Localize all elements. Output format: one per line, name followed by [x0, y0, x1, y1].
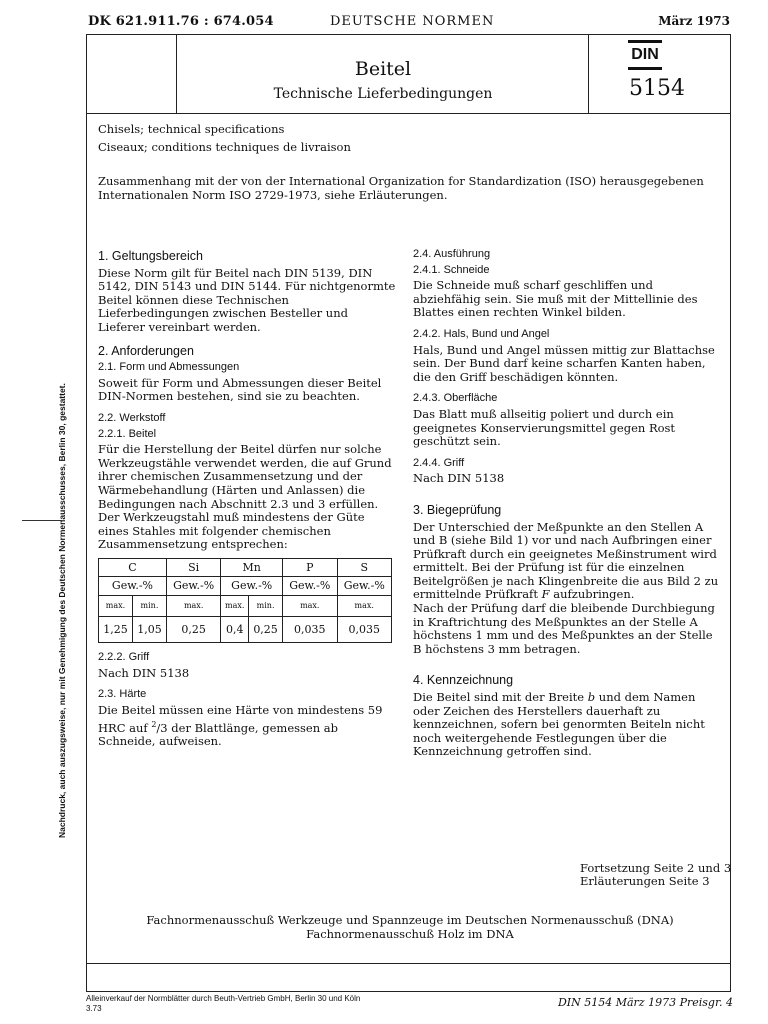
section-2-2-heading: 2.2. Werkstoff — [98, 411, 166, 424]
din-number: 5154 — [629, 76, 685, 101]
issue-date: März 1973 — [658, 14, 730, 28]
title-english: Chisels; technical specifications — [98, 122, 285, 136]
section-2 — [98, 345, 398, 749]
section-2-2-1-heading: 2.2.1. Beitel — [98, 427, 157, 440]
table-cell-si-max: 0,25 — [166, 616, 220, 643]
title-box-right-divider — [588, 34, 589, 113]
section-2-4-2-heading: 2.4.2. Hals, Bund und Angel — [413, 327, 550, 340]
document-subtitle: Technische Lieferbedingungen — [273, 86, 493, 102]
section-2-4-1-text: Die Schneide muß scharf geschliffen und abziehfähig sein. Sie muß mit der Mittellinie des Blattes einen rechten Winkel bilden. — [413, 278, 698, 320]
table-unit: Gew.-% — [99, 577, 167, 596]
section-4-heading: 4. Kennzeichnung — [413, 673, 514, 688]
dk-classification: DK 621.911.76 : 674.054 — [88, 14, 274, 29]
din-logo: DIN — [628, 40, 662, 70]
table-min-label: min. — [249, 596, 283, 617]
title-box-left-divider — [176, 34, 177, 113]
footer-divider — [86, 963, 731, 964]
section-1 — [98, 250, 398, 335]
table-header-p: P — [283, 558, 337, 577]
table-cell-p-max: 0,035 — [283, 616, 337, 643]
margin-mark — [22, 520, 62, 521]
distribution-line-1: Alleinverkauf der Normblätter durch Beuth-Vertrieb GmbH, Berlin 30 und Köln — [86, 994, 361, 1003]
section-3-heading: 3. Biegeprüfung — [413, 502, 502, 517]
section-2-2-1-text-2: Der Werkzeugstahl muß mindestens der Güte eines Stahles mit folgender chemischen Zusammensetzung entsprechen: — [98, 510, 365, 552]
table-cell-c-min: 1,05 — [132, 616, 166, 643]
section-2-4-4-heading: 2.4.4. Griff — [413, 456, 465, 469]
width-symbol: b — [587, 690, 596, 705]
section-2-4-4-text: Nach DIN 5138 — [413, 471, 505, 486]
publisher-heading: DEUTSCHE NORMEN — [330, 14, 495, 29]
section-2-1-text: Soweit für Form und Abmessungen dieser Beitel DIN-Normen bestehen, sind sie zu beachten. — [98, 375, 382, 404]
title-french: Ciseaux; conditions techniques de livraison — [98, 140, 351, 154]
table-header-c: C — [99, 558, 167, 577]
right-column — [413, 248, 723, 769]
section-3-text: Der Unterschied der Meßpunkte an den Stellen A und B (siehe Bild 1) vor und nach Aufbringen einer Prüfkraft durch ein geeignetes Meßinstrument wird ermittelt. Bei der Prüfung ist für die einzelnen Beitelgrößen je nach Klingenbreite die aus Bild 2 zu ermittelnde Prüfkraft F aufzubringen. — [413, 519, 719, 602]
table-cell-c-max: 1,25 — [99, 616, 133, 643]
table-unit: Gew.-% — [337, 577, 392, 596]
table-max-label: max. — [166, 596, 220, 617]
table-max-label: max. — [221, 596, 249, 617]
table-cell-mn-min: 0,25 — [249, 616, 283, 643]
section-2-4 — [413, 248, 723, 486]
section-2-2-2-text: Nach DIN 5138 — [98, 665, 190, 680]
distribution-note — [86, 994, 360, 1014]
table-cell-s-max: 0,035 — [337, 616, 392, 643]
continuation-line-1: Fortsetzung Seite 2 und 3 — [580, 861, 732, 875]
table-min-label: min. — [132, 596, 166, 617]
chemical-composition-table — [98, 558, 392, 643]
section-2-4-1-heading: 2.4.1. Schneide — [413, 263, 490, 276]
section-1-heading: 1. Geltungsbereich — [98, 249, 203, 263]
table-header-si: Si — [166, 558, 220, 577]
section-2-3-text: Die Beitel müssen eine Härte von mindestens 59 HRC auf $^2$/3 der Blattlänge, gemessen ab Schneide, aufweisen. — [98, 703, 383, 749]
continuation-line-2: Erläuterungen Seite 3 — [580, 874, 710, 888]
continuation-note — [580, 862, 731, 888]
title-box-divider — [86, 113, 731, 114]
force-symbol: F — [541, 587, 550, 602]
table-max-label: max. — [337, 596, 392, 617]
table-header-s: S — [337, 558, 392, 577]
section-4 — [413, 674, 723, 759]
section-2-3-heading: 2.3. Härte — [98, 688, 147, 701]
section-2-2-1-text: Für die Herstellung der Beitel dürfen nur solche Werkzeugstähle verwendet werden, die auf Grund ihrer chemischen Zusammensetzung und der Wärmebehandlung (Härten und Anlassen) die Bedingungen nach Abschnitt 2.3 und 3 erfüllen. — [98, 442, 392, 511]
left-column — [98, 250, 398, 759]
section-1-text: Diese Norm gilt für Beitel nach DIN 5139, DIN 5142, DIN 5143 und DIN 5144. Für nichtgenormte Beitel können diese Technischen Lieferbedingungen zwischen Besteller und Lieferer vereinbart werden. — [98, 265, 396, 334]
table-unit: Gew.-% — [221, 577, 283, 596]
section-2-4-heading: 2.4. Ausführung — [413, 248, 491, 260]
committee-note — [98, 913, 722, 941]
table-unit: Gew.-% — [166, 577, 220, 596]
section-4-text: Die Beitel sind mit der Breite b und dem Namen oder Zeichen des Herstellers dauerhaft zu kennzeichnen, sofern bei genormten Beiteln nicht noch weitergehende Festlegungen über die Kennzeichnung getroffen sind. — [413, 690, 705, 759]
document-reference: DIN 5154 März 1973 Preisgr. 4 — [557, 996, 733, 1009]
committee-line-1: Fachnormenausschuß Werkzeuge und Spannzeuge im Deutschen Normenausschuß (DNA) — [146, 913, 674, 927]
section-2-4-2-text: Hals, Bund und Angel müssen mittig zur Blattachse sein. Der Bund darf keine scharfen Kanten haben, die den Griff beschädigen könnten. — [413, 342, 715, 384]
section-2-4-3-text: Das Blatt muß allseitig poliert und durch ein geeignetes Konservierungsmittel gegen Rost geschützt sein. — [413, 406, 676, 449]
section-2-2-2-heading: 2.2.2. Griff — [98, 651, 150, 664]
document-title: Beitel — [354, 58, 412, 80]
section-2-1-heading: 2.1. Form und Abmessungen — [98, 361, 240, 374]
intro-note: Zusammenhang mit der von der International Organization for Standardization (ISO) herausgegebenen Internationalen Norm ISO 2729-1973, siehe Erläuterungen. — [98, 174, 704, 202]
fraction-denominator: /3 — [156, 720, 168, 735]
section-2-4-3-heading: 2.4.3. Oberfläche — [413, 392, 498, 405]
section-2-heading: 2. Anforderungen — [98, 343, 194, 358]
table-max-label: max. — [99, 596, 133, 617]
table-unit: Gew.-% — [283, 577, 337, 596]
committee-line-2: Fachnormenausschuß Holz im DNA — [306, 927, 514, 941]
distribution-line-2: 3.73 — [86, 1004, 102, 1013]
fraction-numerator: 2 — [151, 719, 157, 729]
section-3 — [413, 504, 723, 657]
table-max-label: max. — [283, 596, 337, 617]
reprint-notice: Nachdruck, auch auszugsweise, nur mit Genehmigung des Deutschen Normenausschusses, Berlin 30, gestattet. — [57, 383, 67, 838]
table-header-mn: Mn — [221, 558, 283, 577]
table-cell-mn-max: 0,4 — [221, 616, 249, 643]
section-3-text-2: Nach der Prüfung darf die bleibende Durchbiegung in Kraftrichtung des Meßpunktes an der Stelle A höchstens 1 mm und des Meßpunktes an der Stelle B höchstens 3 mm betragen. — [413, 601, 715, 656]
